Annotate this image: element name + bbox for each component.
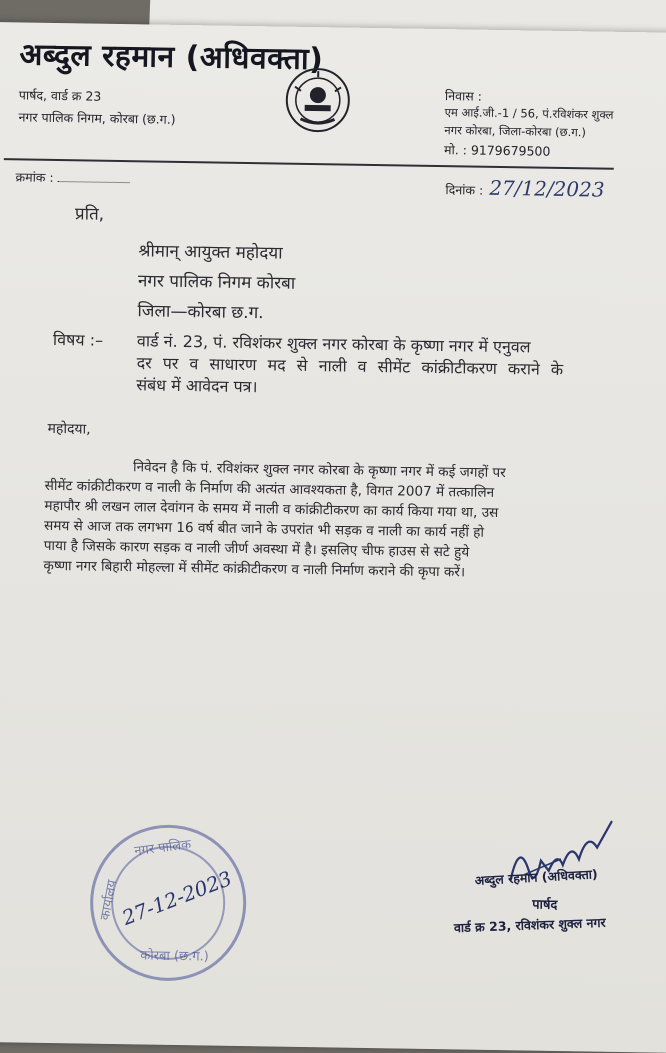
letter-page <box>0 22 666 1053</box>
body-line-6: कृष्णा नगर बिहारी मोहल्ला में सीमेंट कांक्रीटीकरण व नाली निर्माण कराने की कृपा करें। <box>43 557 466 581</box>
signature-scribble-icon <box>500 800 622 906</box>
date-field <box>445 175 604 201</box>
stamp-text-top: नगर पालिक <box>133 837 192 860</box>
to-label: प्रति, <box>74 204 105 225</box>
letterhead-organization: नगर पालिक निगम, कोरबा (छ.ग.) <box>18 109 176 127</box>
phone-number: मो. : 9179679500 <box>443 142 551 159</box>
subject-line-2: दर पर व साधारण मद से नाली व सीमेंट कांक्रीटीकरण कराने के <box>136 353 564 379</box>
body-line-5: पाया है जिसके कारण सड़क व नाली जीर्ण अवस्था में है। इसलिए चीफ हाउस से सटे हुये <box>43 537 470 561</box>
municipal-emblem-icon <box>284 67 351 138</box>
header-divider <box>4 158 614 170</box>
date-value: 27/12/2023 <box>489 175 605 202</box>
letterhead-name: अब्दुल रहमान (अधिवक्ता) <box>19 37 324 78</box>
body-line-3: महापौर श्री लखन लाल देवांगन के समय में नाली व कांक्रीटीकरण का कार्य किया गया था, उस <box>44 497 499 521</box>
body-line-1: निवेदन है कि पं. रविशंकर शुक्ल नगर कोरबा के कृष्णा नगर में कई जगहों पर <box>132 459 506 482</box>
recipient-line-2: नगर पालिक निगम कोरबा <box>137 271 296 294</box>
address-line-2: नगर कोरबा, जिला-कोरबा (छ.ग.) <box>444 123 587 140</box>
signature-name: अब्दुल रहमान (अधिवक्ता) <box>474 866 599 888</box>
reference-field <box>15 168 129 187</box>
stamp-handwritten-date: 27-12-2023 <box>118 866 236 930</box>
stamp-text-left: कार्यालय <box>97 878 121 922</box>
reference-label: क्रमांक : <box>15 169 54 185</box>
greeting: महोदया, <box>47 420 91 438</box>
address-label: निवास : <box>444 88 483 104</box>
stamp-text-bottom: कोरबा (छ.ग.) <box>140 948 209 965</box>
date-label: दिनांक : <box>445 182 484 198</box>
body-line-2: सीमेंट कांक्रीटीकरण व नाली के निर्माण की अत्यंत आवश्यकता है, विगत 2007 में तत्कालिन <box>44 477 495 501</box>
subject-line-1: वार्ड नं. 23, पं. रविशंकर शुक्ल नगर कोरबा के कृष्णा नगर में एनुवल <box>136 331 531 357</box>
address-line-1: एम आई.जी.-1 / 56, पं.रविशंकर शुक्ल <box>444 105 614 122</box>
subject-label: विषय :– <box>52 329 104 350</box>
subject-line-3: संबंध में आवेदन पत्र। <box>136 375 258 397</box>
office-stamp <box>89 824 247 982</box>
signature-designation: पार्षद <box>532 897 558 913</box>
letterhead-designation: पार्षद, वार्ड क्र 23 <box>18 87 102 104</box>
signature-ward: वार्ड क्र 23, रविशंकर शुक्ल नगर <box>453 914 606 936</box>
recipient-line-1: श्रीमान् आयुक्त महोदया <box>138 241 283 264</box>
reference-dots <box>58 181 130 183</box>
recipient-line-3: जिला—कोरबा छ.ग. <box>137 301 264 324</box>
body-line-4: समय से आज तक लगभग 16 वर्ष बीत जाने के उपरांत भी सड़क व नाली का कार्य नहीं हो <box>43 517 485 541</box>
